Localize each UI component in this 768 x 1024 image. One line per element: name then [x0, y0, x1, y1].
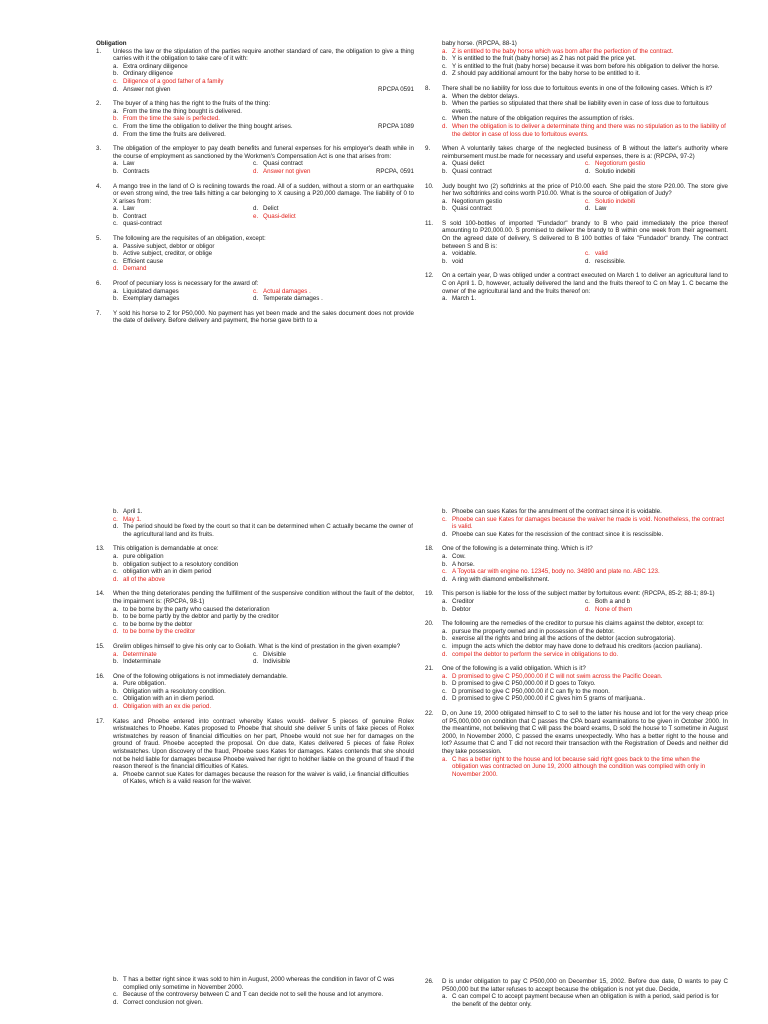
option-c-answer: c. Negotiorum gestio: [585, 160, 646, 168]
option-c: c. quasi-contract: [113, 220, 162, 228]
option-b: b. Debtor: [442, 605, 471, 613]
question-stem: When A voluntarily takes charge of the neglected business of B without the latter's authority where reimbursement must.be made for necessary and useful expenses, there is a: (RPCPA, 97-2): [442, 145, 728, 160]
question-stem: Grelim obliges himself to give his only car to Goliath. What is the kind of prestation in the given example?: [113, 642, 401, 650]
question-5: [96, 235, 414, 273]
question-number: 13.: [96, 545, 105, 553]
question-number: 17.: [96, 717, 105, 725]
option-a: a. From the time the thing bought is delivered.: [113, 107, 243, 115]
option-b-answer: b. From the time the sale is perfected.: [113, 115, 220, 123]
question-10: [425, 183, 728, 213]
option-b: b. obligation subject to a resolutory condition: [113, 560, 239, 568]
question-number: 11.: [425, 219, 434, 227]
option-d: d. Phoebe can sue Kates for the rescission of the contract since it is rescissible.: [442, 530, 664, 538]
question-stem: S sold 100-bottles of imported "Fundador" brandy to B who paid immediately the price thereof amounting to P20,000.00. S promised to deliver the brandy to B within one week from their agreement. On the agreed date of delivery, S delivered to B 100 bottles of fake "Fundador" brandy. The contract between S and B is:: [442, 219, 728, 250]
option-b: b. Contracts: [113, 167, 150, 175]
option-b: b. exercise all the rights and bring all the actions of the debtor (accion subrogatoria).: [442, 635, 676, 643]
option-a: a. Phoebe cannot sue Kates for damages because the reason for the waiver is valid, i.e financial difficulties of Kates, which is a valid reason for the waiver.: [113, 770, 409, 786]
question-17: [96, 718, 414, 786]
question-stem: Judy bought two (2) softdrinks at the price of P10.00 each. She paid the store P20.00. The store give her two softdrinks and coins worth P10.00. What is the source of obligation of Judy?: [442, 182, 728, 198]
question-number: 18.: [425, 545, 434, 553]
question-number: 14.: [96, 590, 105, 598]
option-a: a. Creditor: [442, 597, 475, 605]
option-c: c. D promised to give C P50,000.00 if C can fly to the moon.: [442, 687, 610, 695]
option-c: c. Y is entitled to the fruit (baby horse) because it was born before his obligation to deliver the horse.: [442, 62, 720, 70]
option-b: b. D promised to give C P50,000.00 if D goes to Tokyo.: [442, 680, 596, 688]
option-a: a. March 1.: [442, 295, 477, 303]
option-d: d. Z should pay additional amount for the baby horse to be entitled to it.: [442, 70, 641, 78]
question-7-continued: [425, 40, 728, 78]
question-stem: On a certain year, D was obliged under a contract executed on March 1 to deliver an agricultural land to C on April 1. D, however, actually delivered the land and the fruits thereof to C on May 1. C became the owner of the agricultural land and the fruits thereof on:: [442, 272, 728, 295]
option-c-answer: c. Diligence of a good father of a family: [113, 77, 224, 85]
option-b: b. Exemplary damages: [113, 295, 180, 303]
page2-left-column: [96, 508, 414, 793]
option-d: d. Delict: [253, 205, 279, 213]
option-a: a. Negotiorum gestio: [442, 197, 503, 205]
option-b: b. Ordinary diligence: [113, 70, 173, 78]
option-a: a. Law: [113, 160, 135, 168]
question-11: [425, 220, 728, 266]
question-number: 16.: [96, 672, 105, 680]
option-c-answer: c. valid: [585, 250, 608, 258]
option-c-answer: c. May 1.: [113, 515, 142, 523]
option-d-answer: d. None of them: [585, 605, 633, 613]
option-d: d. Solutio indebiti: [585, 167, 636, 175]
option-d-answer: d. Answer not given: [253, 167, 311, 175]
question-stem: The buyer of a thing has the right to the fruits of the thing:: [113, 100, 271, 108]
option-c: c. Efficient cause: [113, 257, 164, 265]
option-d: d. The period should be fixed by the court so that it can be determined when C actually became the owner of the agricultural land and its fruits.: [113, 523, 413, 538]
option-a: a. Liquidated damages: [113, 287, 179, 295]
option-b: b. Phoebe can sues Kates for the annulment of the contract since it is voidable.: [442, 508, 662, 515]
question-17-continued: [425, 508, 728, 538]
option-d: d. A ring with diamond embellishment.: [442, 575, 550, 583]
option-d: d. rescissible.: [585, 257, 626, 265]
question-9: [425, 145, 728, 175]
question-stem: There shall be no liability for loss due to fortuitous events in one of the following cases. Which is it?: [442, 84, 713, 92]
question-7: [96, 310, 414, 325]
question-stem: This obligation is demandable at once:: [113, 545, 219, 553]
option-c: c. Both a and b: [585, 597, 631, 605]
option-c: c. Because of the controversy between C and T can decide not to sell the house and lot anymore.: [113, 991, 384, 999]
section-heading: Obligation: [96, 40, 127, 47]
option-a: a. C can compel C to accept payment because when an obligation is with a period, said period is for the benefit of the debtor only.: [442, 993, 719, 1008]
option-c: c. Divisible: [253, 650, 287, 658]
option-d-answer: d. all of the above: [113, 575, 165, 583]
option-e-answer: e. Quasi-delict: [253, 212, 296, 220]
option-a: a. Quasi delict: [442, 160, 485, 168]
question-12: [425, 272, 728, 302]
question-26: [425, 978, 728, 1008]
question-number: 7.: [96, 309, 102, 317]
option-b: b. Y is entitled to the fruit (baby horse) as Z has not paid the price yet.: [442, 55, 636, 63]
option-d: d. From the time the fruits are delivered.: [113, 130, 226, 138]
question-number: 15.: [96, 642, 105, 650]
option-c: c. Quasi contract: [253, 160, 303, 168]
option-b: b. Contract: [113, 212, 147, 220]
option-c-answer: c. Actual damages .: [253, 287, 311, 295]
question-stem: D, on June 19, 2000 obligated himself to C to sell to the latter his house and lot for the very cheap price of P5,000,000 on condition that C passes the CPA board examinations to be given in October 2000. In the meantime, not believing that C will pass the board exams, D sold the house to T sometime in August 2000, In November 2000, C passed the exams unexpectedly. Who has a better right to the house and lot? Assume that C and T did not record their transaction with the Registration of Deeds and neither did they take possession.: [442, 710, 728, 756]
question-14: [96, 590, 414, 636]
option-b: b. Active subject, creditor, or oblige: [113, 250, 213, 258]
option-b: b. to be borne partly by the debtor and partly by the creditor: [113, 613, 279, 621]
question-stem: Unless the law or the stipulation of the parties require another standard of care, the obligation to give a thing carries with it the obligation to take care of it with:: [113, 47, 414, 63]
option-a-answer: a. Z is entitled to the baby horse which was born after the perfection of the contract.: [442, 47, 674, 55]
question-12-continued: [96, 508, 414, 538]
question-stem: A mango tree in the land of O is reclining towards the road. All of a sudden, without a storm or an earthquake or even strong wind, the tree falls hitting a car belonging to X causing a P20,000 damage. The liability of 0 to X arises from:: [113, 182, 414, 205]
question-13: [96, 545, 414, 583]
option-b: b. Quasi contract: [442, 205, 492, 213]
question-number: 22.: [425, 710, 434, 718]
question-number: 1.: [96, 47, 102, 55]
question-stem: baby horse. (RPCPA, 88-1): [442, 40, 517, 47]
question-21: [425, 665, 728, 703]
option-d-answer: d. Obligation with an ex die period.: [113, 703, 212, 711]
page1-right-column: [425, 40, 728, 310]
question-stem: One of the following is a valid obligation. Which is it?: [442, 665, 586, 673]
question-number: 10.: [425, 182, 434, 190]
question-stem: The following are the remedies of the creditor to pursue his claims against the debtor, except to:: [442, 620, 704, 628]
option-a: a. Law: [113, 205, 135, 213]
option-a: a. to be borne by the party who caused the deterioration: [113, 605, 270, 613]
question-15: [96, 643, 414, 666]
option-b: b. void: [442, 257, 464, 265]
option-c-answer: c. A Toyota car with engine no. 12345, body no. 34890 and plate no. ABC 123.: [442, 568, 660, 576]
option-d: d. D promised to give C P50,000.00 if C gives him 5 grams of marijuana..: [442, 695, 646, 703]
question-number: 21.: [425, 665, 434, 673]
question-stem: Proof of pecuniary loss is necessary for the award of:: [113, 280, 259, 288]
option-d: d. Temperate damages .: [253, 295, 323, 303]
question-number: 2.: [96, 100, 102, 108]
reference-code: RPCPA 1089: [378, 122, 414, 130]
option-d: d. Answer not given RPCPA 0591: [113, 85, 414, 93]
question-3: [96, 145, 414, 175]
option-c: c. to be borne by the debtor: [113, 620, 193, 628]
reference-code: RPCPA 0591: [378, 85, 414, 93]
option-c: c. From the time the obligation to deliver the thing bought arises. RPCPA 1089: [113, 122, 414, 130]
option-a-answer: a. Determinate: [113, 650, 157, 658]
question-stem: The obligation of the employer to pay death benefits and funeral expenses for his employer's death while in the course of employment as sanctioned by the Workmen's Compensation Act is one that arises from:: [113, 145, 414, 160]
option-b: b. When the parties so stipulated that there shall be liability even in case of loss due to fortuitous events.: [442, 100, 709, 115]
question-number: 3.: [96, 145, 102, 153]
option-b: b. Obligation with a resolutory condition.: [113, 687, 226, 695]
option-d: d. Indivisible: [253, 658, 291, 666]
option-a-answer: a. C has a better right to the house and lot because said right goes back to the time when the obligation was contracted on June 19, 2000 although the condition was complied with only in November 2000.: [442, 755, 706, 778]
option-d: d. Law: [585, 205, 607, 213]
option-a: a. Extra ordinary diligence: [113, 62, 188, 70]
option-b: b. Indeterminate: [113, 658, 161, 666]
option-c: c. When the nature of the obligation requires the assumption of risks.: [442, 115, 634, 123]
question-number: 5.: [96, 235, 102, 243]
question-22: [425, 710, 728, 778]
question-stem: One of the following is a determinate thing. Which is it?: [442, 545, 593, 553]
option-a: a. pursue the property owned and in possession of the debtor.: [442, 627, 615, 635]
question-stem: The following are the requisites of an obligation, except:: [113, 235, 266, 243]
option-c: c. impugn the acts which the debtor may have done to defraud his creditors (accion pauliana).: [442, 642, 703, 650]
option-b: b. April 1.: [113, 508, 143, 515]
option-c: c. Obligation with an in diem period.: [113, 695, 215, 703]
question-number: 9.: [425, 145, 431, 153]
question-number: 8.: [425, 84, 431, 92]
question-stem: When the thing deteriorates pending the fulfillment of the suspensive condition without the fault of the debtor, the impairment is: (RPCPA, 98-1): [113, 590, 414, 605]
option-d-answer: d. compel the debtor to perform the service in obligations to do.: [442, 650, 619, 658]
question-number: 19.: [425, 590, 434, 598]
option-a: a. Passive subject, debtor or obligor: [113, 242, 215, 250]
option-b: b. A horse.: [442, 560, 475, 568]
option-a-answer: a. D promised to give C P50,000.00 if C will not swim across the Pacific Ocean.: [442, 672, 663, 680]
question-stem: Y sold his horse to Z for P50,000. No payment has yet been made and the sales document does not provide the date of delivery. Before delivery and payment, the horse gave birth to a: [113, 309, 414, 325]
question-22-continued: [96, 976, 414, 1006]
page3-right-column: [425, 978, 728, 1015]
question-2: [96, 100, 414, 138]
option-b: b. T has a better right since it was sold to him in August, 2000 whereas the condition in favor of C was complied only sometime in November 2000.: [113, 976, 395, 991]
question-16: [96, 673, 414, 711]
question-20: [425, 620, 728, 658]
question-number: 20.: [425, 620, 434, 628]
page1-left-column: [96, 40, 414, 332]
page3-left-column: [96, 976, 414, 1013]
option-c-answer: c. Solutio indebiti: [585, 197, 636, 205]
question-number: 12.: [425, 272, 434, 280]
option-d-answer: d. Demand: [113, 265, 147, 273]
question-number: 26.: [425, 978, 434, 985]
question-18: [425, 545, 728, 583]
question-number: 4.: [96, 182, 102, 190]
question-stem: Kates and Phoebe entered into contract whereby Kates would- deliver 5 pieces of genuine Rolex wristwatches to Phoebe. Kates proposed to Phoebe that should she deliver 5 units of fake pieces of Rolex wristwatches by reason of financial difficulties on her part, Phoebe would not sue her for damages on the ground of fraud. Phoebe accepted the proposal. On due date, Kates delivered 5 pieces of fake Rolex wristwatches. Upon discovery of the fraud, Phoebe sues Kates for damages. Kates contends that she should not be held liable for damages because Phoebe waived her right to holdher liable on the ground of fraud if the reason thereof is the financial difficulties of Kates.: [113, 717, 414, 771]
question-stem: This person is liable for the loss of the subject matter by fortuitous event: (RPCPA, 85-2; 88-1; 89-1): [442, 590, 715, 598]
option-a: a. Pure obligation.: [113, 680, 166, 688]
option-a: a. Cow.: [442, 552, 466, 560]
reference-code: RPCPA, 0591: [375, 167, 414, 175]
option-a: a. pure obligation: [113, 552, 164, 560]
option-d-answer: d. to be borne by the creditor: [113, 628, 196, 636]
option-b: b. Quasi contract: [442, 167, 492, 175]
option-a: a. When the debtor delays.: [442, 92, 520, 100]
question-1: [96, 48, 414, 94]
question-4: [96, 183, 414, 229]
option-d-answer: d. When the obligation is to deliver a determinate thing and there was no stipulation as to the liability of the debtor in case of loss due to fortuitous events.: [442, 122, 726, 138]
option-c-answer: c. Phoebe can sue Kates for damages because the waiver he made is void. Nonetheless, the contract is valid.: [442, 515, 725, 531]
option-d: d. Correct conclusion not given.: [113, 998, 203, 1006]
question-19: [425, 590, 728, 613]
question-6: [96, 280, 414, 303]
question-stem: D is under obligation to pay C P500,000 on December 15, 2002. Before due date, D wants to pay C P500,000 but the latter refuses to accept because the obligation is not yet due. Decide,: [442, 978, 728, 993]
question-8: [425, 85, 728, 138]
option-a: a. voidable.: [442, 250, 477, 258]
page2-right-column: [425, 508, 728, 785]
option-c: c. obligation with an in diem period: [113, 568, 212, 576]
question-number: 6.: [96, 280, 102, 288]
question-stem: One of the following obligations is not immediately demandable.: [113, 672, 288, 680]
